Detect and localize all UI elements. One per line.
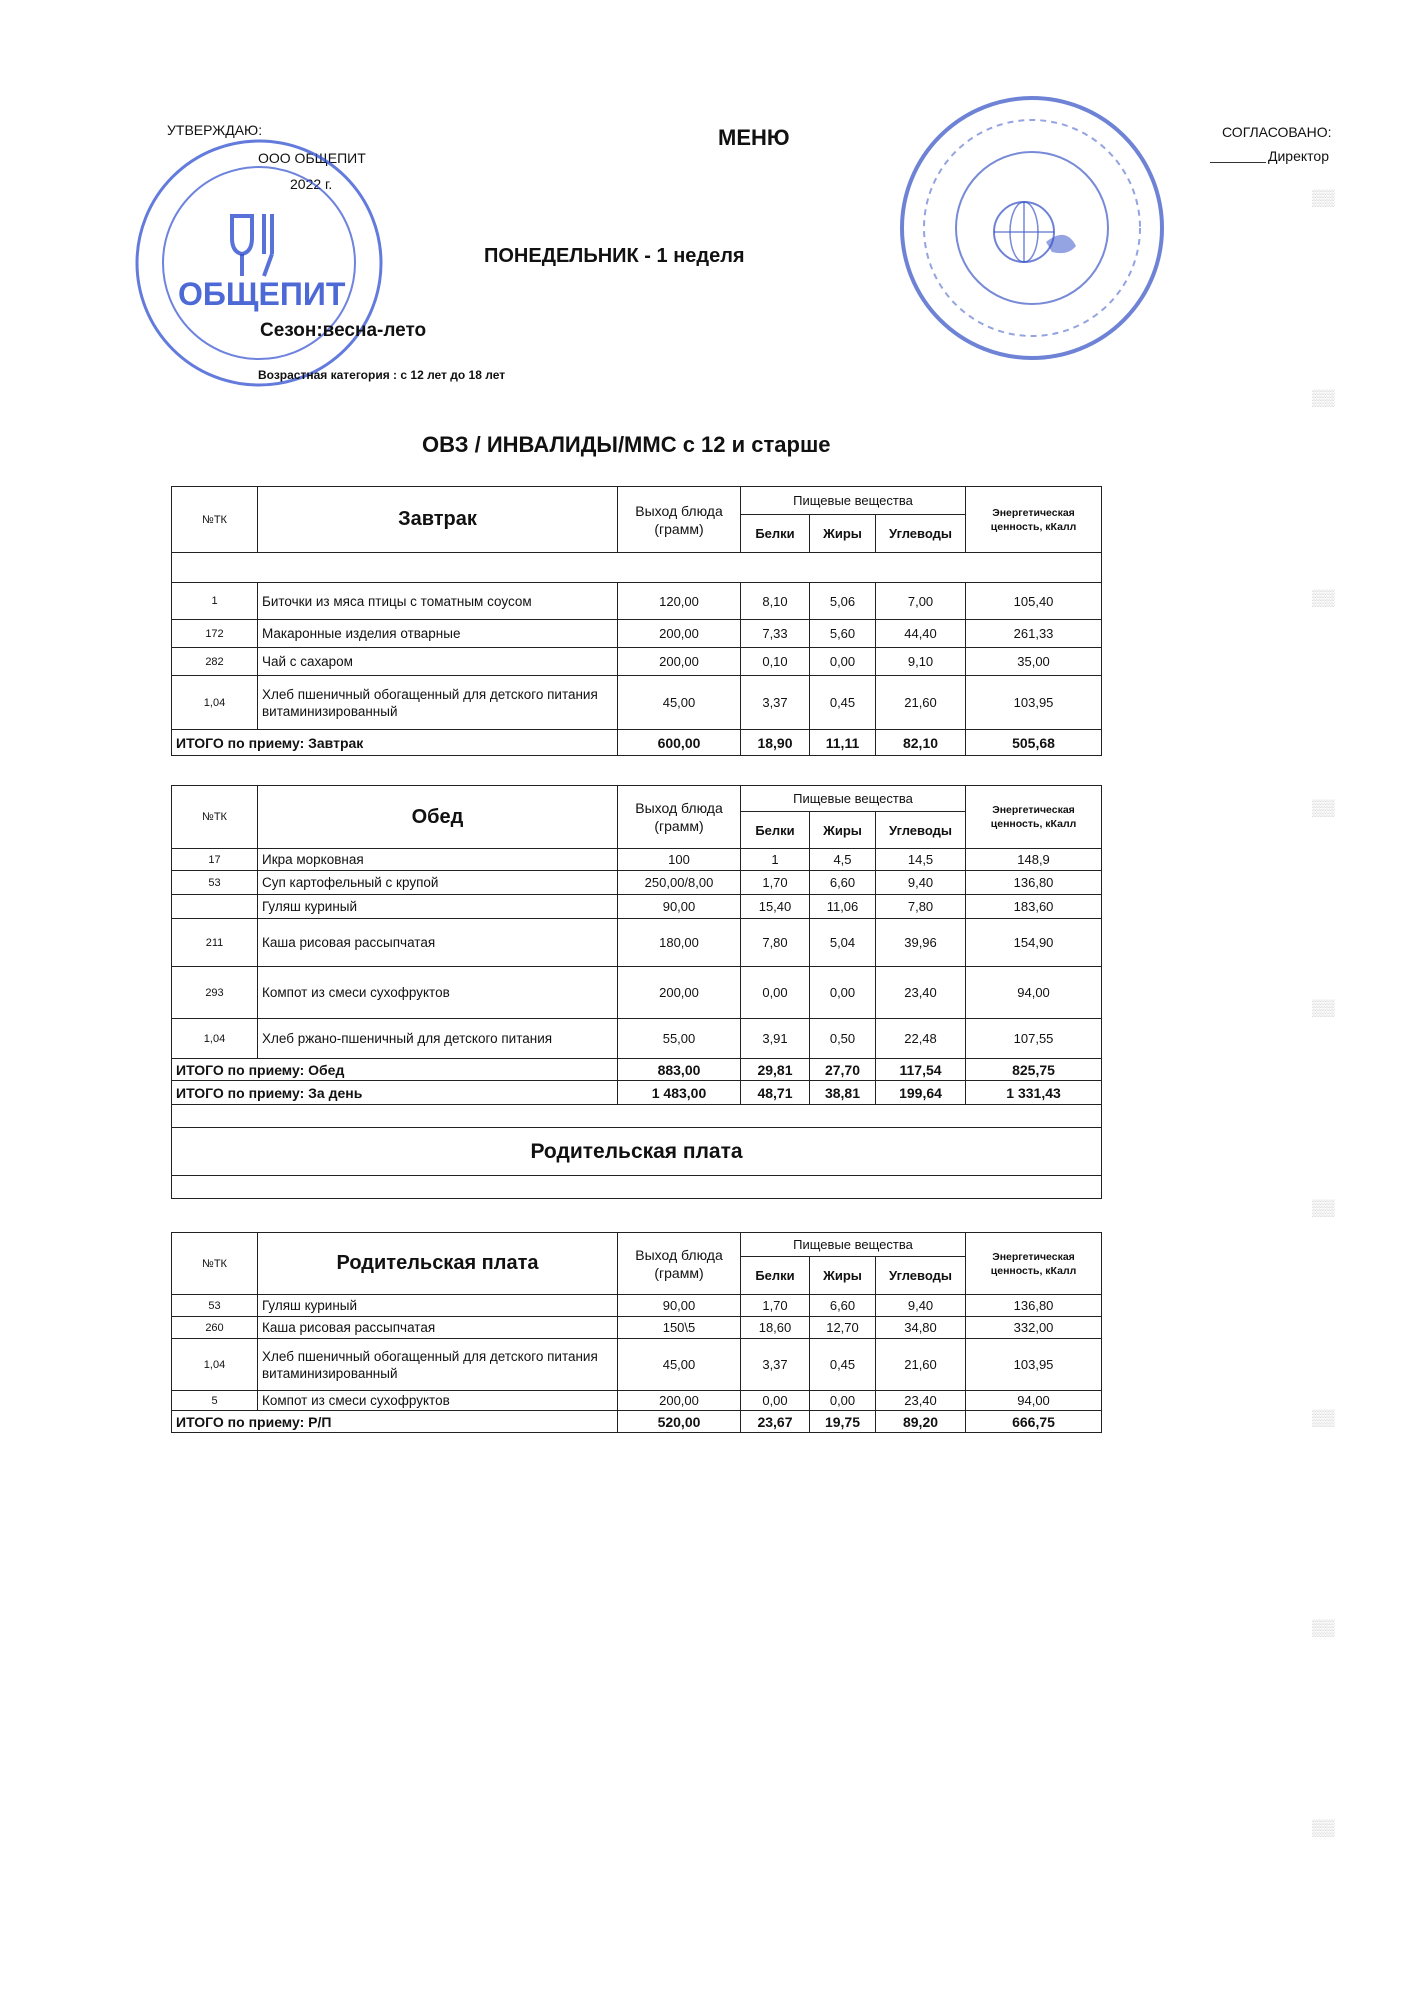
- col-carbs-header: Углеводы: [876, 812, 966, 849]
- scan-artifact: ▒▒: [1312, 390, 1335, 407]
- breakfast-table: [171, 486, 1102, 756]
- breakfast-total-row: ИТОГО по приему: Завтрак 600,00 18,90 11,11 82,10 505,68: [172, 730, 1102, 756]
- scan-artifact: ▒▒: [1312, 1000, 1335, 1017]
- table-row: 17 Икра морковная 100 1 4,5 14,5 148,9: [172, 849, 1102, 871]
- table-row: 1,04 Хлеб пшеничный обогащенный для детского питания витаминизированный 45,00 3,37 0,45 21,60 103,95: [172, 676, 1102, 730]
- approved-year: 2022 г.: [290, 176, 333, 192]
- col-no-header: №ТК: [172, 487, 258, 553]
- table-row: 53 Суп картофельный с крупой 250,00/8,00 1,70 6,60 9,40 136,80: [172, 871, 1102, 895]
- table-row: 5 Компот из смеси сухофруктов 200,00 0,00 0,00 23,40 94,00: [172, 1391, 1102, 1411]
- col-energy-header: Энергетическая ценность, кКалл: [966, 487, 1102, 553]
- lunch-total-row: ИТОГО по приему: Обед 883,00 29,81 27,70 117,54 825,75: [172, 1059, 1102, 1081]
- day-title: ПОНЕДЕЛЬНИК - 1 неделя: [484, 245, 745, 267]
- col-output-header: Выход блюда (грамм): [618, 786, 741, 849]
- table-row: 1,04 Хлеб пшеничный обогащенный для детского питания витаминизированный 45,00 3,37 0,45 21,60 103,95: [172, 1339, 1102, 1391]
- season-label: Сезон:весна-лето: [260, 320, 427, 341]
- page-title: МЕНЮ: [718, 125, 790, 150]
- parent-fee-section-title: Родительская плата: [172, 1128, 1102, 1176]
- age-category: Возрастная категория : с 12 лет до 18 лет: [258, 368, 506, 382]
- breakfast-title: Завтрак: [258, 487, 618, 553]
- right-stamp-graphic: [896, 92, 1168, 364]
- approved-label: УТВЕРЖДАЮ:: [167, 122, 263, 138]
- scan-artifact: ▒▒: [1312, 590, 1335, 607]
- col-no-header: №ТК: [172, 1233, 258, 1295]
- col-fat-header: Жиры: [810, 515, 876, 553]
- table-row: 172 Макаронные изделия отварные 200,00 7,33 5,60 44,40 261,33: [172, 620, 1102, 648]
- agreed-role: Директор: [1268, 148, 1329, 164]
- col-protein-header: Белки: [741, 1257, 810, 1295]
- agreed-label: СОГЛАСОВАНО:: [1222, 124, 1332, 140]
- table-row: 293 Компот из смеси сухофруктов 200,00 0,00 0,00 23,40 94,00: [172, 967, 1102, 1019]
- parent-fee-title: Родительская плата: [258, 1233, 618, 1295]
- col-fat-header: Жиры: [810, 812, 876, 849]
- lunch-table: [171, 785, 1102, 1199]
- col-no-header: №ТК: [172, 786, 258, 849]
- scan-artifact: ▒▒: [1312, 1620, 1335, 1637]
- col-nutrients-header: Пищевые вещества: [741, 487, 966, 515]
- left-stamp-logo-text: ОБЩЕПИТ: [178, 276, 346, 312]
- parent-fee-table: [171, 1232, 1102, 1433]
- col-energy-header: Энергетическая ценность, кКалл: [966, 1233, 1102, 1295]
- left-stamp-graphic: [132, 136, 386, 390]
- col-protein-header: Белки: [741, 812, 810, 849]
- col-carbs-header: Углеводы: [876, 515, 966, 553]
- table-row: 53 Гуляш куриный 90,00 1,70 6,60 9,40 136,80: [172, 1295, 1102, 1317]
- col-fat-header: Жиры: [810, 1257, 876, 1295]
- col-nutrients-header: Пищевые вещества: [741, 1233, 966, 1257]
- scan-artifact: ▒▒: [1312, 1410, 1335, 1427]
- table-row: Гуляш куриный 90,00 15,40 11,06 7,80 183,60: [172, 895, 1102, 919]
- table-row: 1,04 Хлеб ржано-пшеничный для детского питания 55,00 3,91 0,50 22,48 107,55: [172, 1019, 1102, 1059]
- scan-artifact: ▒▒: [1312, 190, 1335, 207]
- lunch-title: Обед: [258, 786, 618, 849]
- parent-fee-total-row: ИТОГО по приему: Р/П 520,00 23,67 19,75 89,20 666,75: [172, 1411, 1102, 1433]
- col-energy-header: Энергетическая ценность, кКалл: [966, 786, 1102, 849]
- group-title: ОВЗ / ИНВАЛИДЫ/ММС с 12 и старше: [422, 432, 831, 457]
- scan-artifact: ▒▒: [1312, 800, 1335, 817]
- col-protein-header: Белки: [741, 515, 810, 553]
- day-total-row: ИТОГО по приему: За день 1 483,00 48,71 38,81 199,64 1 331,43: [172, 1081, 1102, 1105]
- signature-line: [1210, 162, 1266, 163]
- right-stamp: [896, 92, 1168, 364]
- table-row: 282 Чай с сахаром 200,00 0,10 0,00 9,10 35,00: [172, 648, 1102, 676]
- col-output-header: Выход блюда (грамм): [618, 487, 741, 553]
- left-stamp: [132, 136, 386, 390]
- table-row: 211 Каша рисовая рассыпчатая 180,00 7,80 5,04 39,96 154,90: [172, 919, 1102, 967]
- table-row: 1 Биточки из мяса птицы с томатным соусом 120,00 8,10 5,06 7,00 105,40: [172, 583, 1102, 620]
- scan-artifact: ▒▒: [1312, 1820, 1335, 1837]
- scan-artifact: ▒▒: [1312, 1200, 1335, 1217]
- table-row: 260 Каша рисовая рассыпчатая 150\5 18,60 12,70 34,80 332,00: [172, 1317, 1102, 1339]
- col-nutrients-header: Пищевые вещества: [741, 786, 966, 812]
- approved-org: ООО ОБЩЕПИТ: [258, 150, 366, 166]
- col-output-header: Выход блюда (грамм): [618, 1233, 741, 1295]
- col-carbs-header: Углеводы: [876, 1257, 966, 1295]
